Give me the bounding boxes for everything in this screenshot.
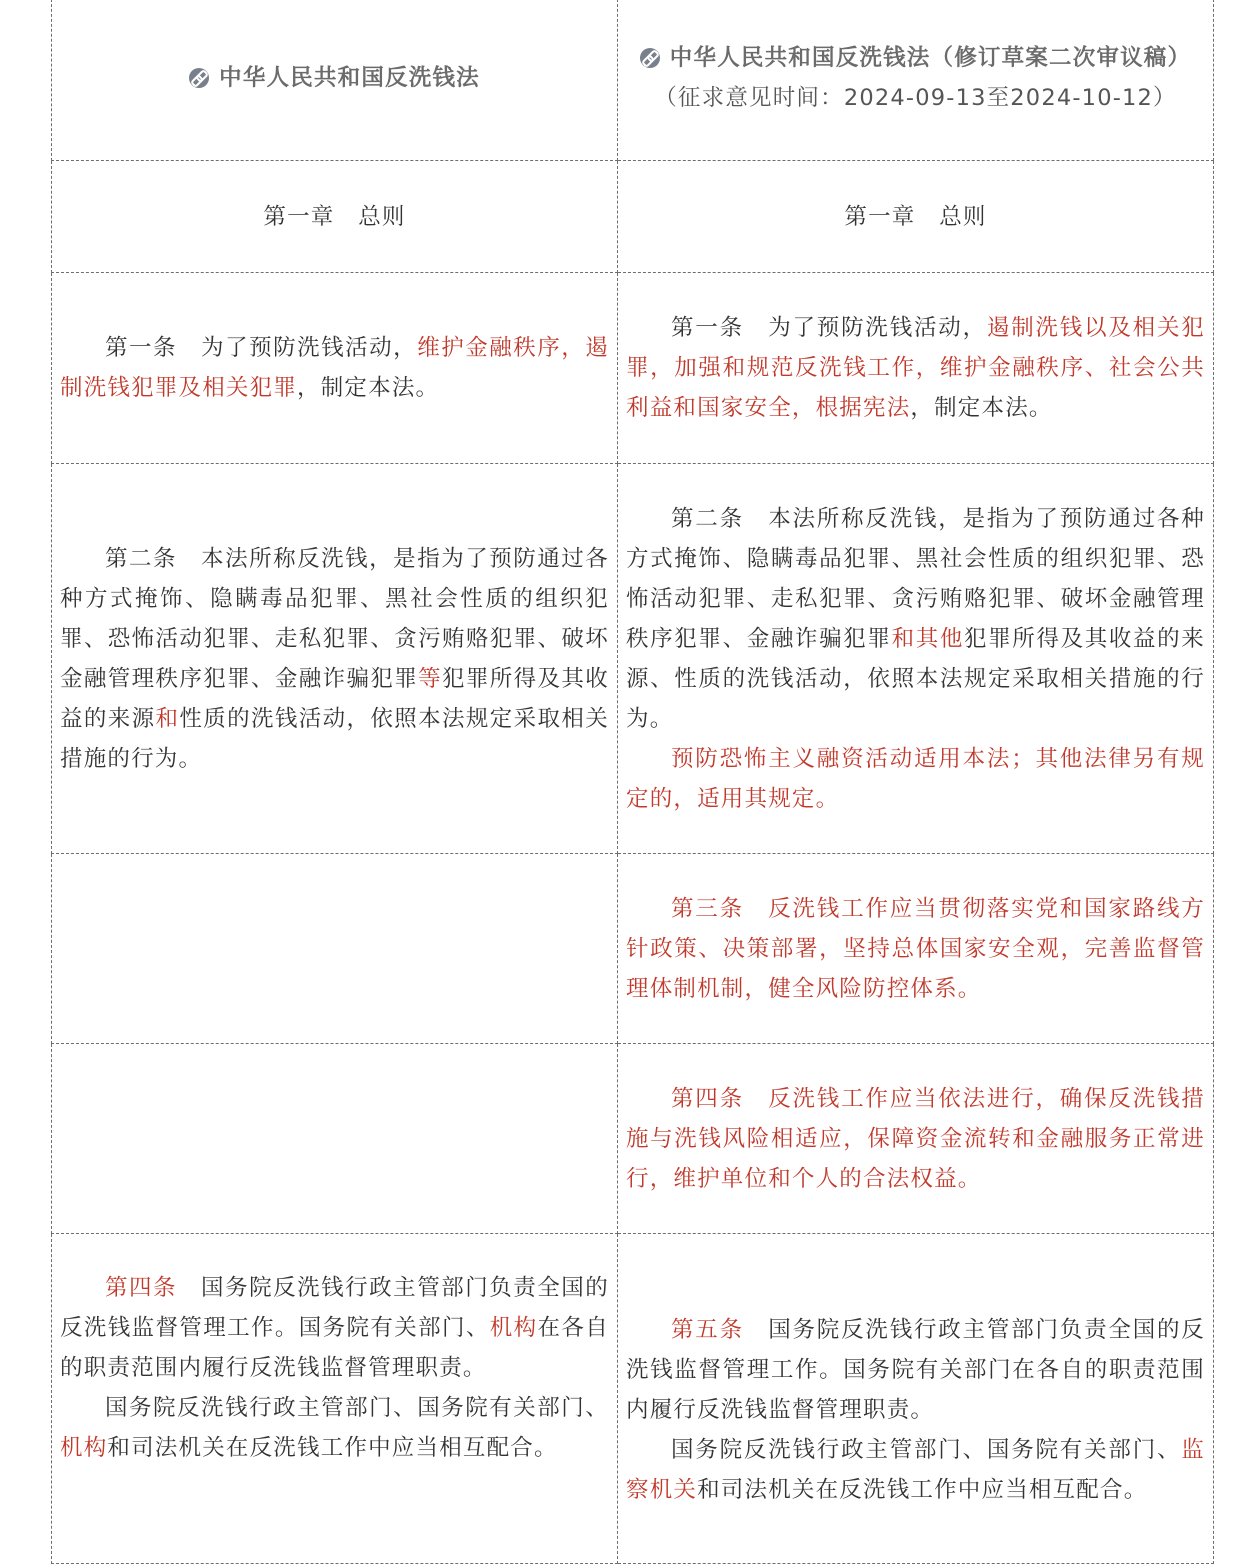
cell-right-art3 xyxy=(618,854,1214,1044)
article-text: 和司法机关在反洗钱工作中应当相互配合。 xyxy=(107,1435,558,1461)
paragraph xyxy=(626,1310,1205,1430)
article-text: 国务院反洗钱行政主管部门、国务院有关部门、 xyxy=(105,1395,609,1421)
link-icon[interactable] xyxy=(189,68,209,88)
changed-text: 第四条 xyxy=(671,1085,744,1112)
article-text: ，制定本法。 xyxy=(910,395,1053,421)
header-cell-left xyxy=(52,0,618,161)
comparison-table-wrapper xyxy=(51,0,1213,1564)
article-text: ，制定本法。 xyxy=(297,375,440,401)
paragraph xyxy=(626,1079,1205,1199)
article-text: 国务院反洗钱行政主管部门、国务院有关部门、 xyxy=(671,1437,1182,1463)
changed-text: 等 xyxy=(418,665,443,692)
chapter-right: 第一章 总则 xyxy=(618,161,1214,273)
cell-left-art5 xyxy=(52,1234,618,1564)
article-text: 犯罪所得及其收益的来源 xyxy=(60,665,610,732)
cell-left-empty xyxy=(52,1044,618,1234)
changed-text: 预防恐怖主义融资活动适用本法；其他法律另有规定的，适用其规定。 xyxy=(626,745,1205,812)
changed-text: 遏制洗钱以及相关犯罪，加强和规范反洗钱工作，维护金融秩序、社会公共利益和国家安全，根据宪法 xyxy=(626,315,1205,421)
cell-right-art2 xyxy=(618,464,1214,854)
cell-left-empty xyxy=(52,854,618,1044)
paragraph xyxy=(626,889,1205,1009)
paragraph xyxy=(626,308,1205,428)
changed-text: 第三条 xyxy=(671,895,744,922)
article-text: 为了预防洗钱活动， xyxy=(743,315,987,341)
article-row-2 xyxy=(52,464,1214,854)
changed-text: 维护金融秩序，遏制洗钱犯罪及相关犯罪 xyxy=(60,335,609,401)
article-text: 在各自的职责范围内履行反洗钱监督管理职责。 xyxy=(60,1315,609,1381)
paragraph xyxy=(626,1430,1205,1510)
article-text: 本法所称反洗钱，是指为了预防通过各种方式掩饰、隐瞒毒品犯罪、黑社会性质的组织犯罪、恐怖活动犯罪、走私犯罪、贪污贿赂犯罪、破坏金融管理秩序犯罪、金融诈骗犯罪 xyxy=(626,505,1205,652)
changed-text: 和 xyxy=(155,705,180,732)
cell-right-art4 xyxy=(618,1044,1214,1234)
changed-text: 监察机关 xyxy=(626,1437,1205,1503)
cell-right-art1 xyxy=(618,273,1214,464)
article-row-5 xyxy=(52,1234,1214,1564)
cell-right-art5 xyxy=(618,1234,1214,1564)
comment-period: （征求意见时间：2024-09-13至2024-10-12） xyxy=(654,84,1177,111)
paragraph xyxy=(626,499,1205,739)
changed-text: 第五条 xyxy=(671,1317,744,1343)
header-row xyxy=(52,0,1214,161)
chapter-left: 第一章 总则 xyxy=(52,161,618,273)
article-row-4 xyxy=(52,1044,1214,1234)
article-text: 犯罪所得及其收益的来源、性质的洗钱活动，依照本法规定采取相关措施的行为。 xyxy=(626,625,1205,732)
left-law-title[interactable]: 中华人民共和国反洗钱法 xyxy=(219,64,480,91)
changed-text: 第四条 xyxy=(105,1275,178,1301)
paragraph xyxy=(60,1388,609,1468)
article-text: 第一条 xyxy=(671,315,744,341)
paragraph xyxy=(60,328,609,408)
article-text: 第二条 xyxy=(105,545,178,572)
law-comparison-table xyxy=(51,0,1214,1564)
changed-text: 机构 xyxy=(60,1435,108,1461)
chapter-row xyxy=(52,161,1214,273)
article-row-1 xyxy=(52,273,1214,464)
paragraph xyxy=(60,1268,609,1388)
changed-text: 反洗钱工作应当贯彻落实党和国家路线方针政策、决策部署，坚持总体国家安全观，完善监督管理体制机制，健全风险防控体系。 xyxy=(626,895,1205,1002)
article-text: 本法所称反洗钱，是指为了预防通过各种方式掩饰、隐瞒毒品犯罪、黑社会性质的组织犯罪、恐怖活动犯罪、走私犯罪、贪污贿赂犯罪、破坏金融管理秩序犯罪、金融诈骗犯罪 xyxy=(60,545,609,692)
article-text: 国务院反洗钱行政主管部门负责全国的反洗钱监督管理工作。国务院有关部门、 xyxy=(60,1275,609,1341)
article-text: 第二条 xyxy=(671,505,744,532)
cell-left-art1 xyxy=(52,273,618,464)
article-text: 国务院反洗钱行政主管部门负责全国的反洗钱监督管理工作。国务院有关部门在各自的职责范围内履行反洗钱监督管理职责。 xyxy=(626,1317,1205,1423)
article-text: 性质的洗钱活动，依照本法规定采取相关措施的行为。 xyxy=(60,705,610,772)
changed-text: 机构 xyxy=(489,1315,538,1341)
paragraph xyxy=(60,539,609,779)
article-text: 第一条 xyxy=(105,335,178,361)
header-cell-right xyxy=(618,0,1214,161)
link-icon[interactable] xyxy=(640,48,660,68)
right-law-title[interactable]: 中华人民共和国反洗钱法（修订草案二次审议稿） xyxy=(669,44,1192,71)
article-text: 为了预防洗钱活动， xyxy=(177,335,418,361)
paragraph xyxy=(626,739,1205,819)
changed-text: 和其他 xyxy=(891,625,965,652)
article-row-3 xyxy=(52,854,1214,1044)
cell-left-art2 xyxy=(52,464,618,854)
changed-text: 反洗钱工作应当依法进行，确保反洗钱措施与洗钱风险相适应，保障资金流转和金融服务正常进行，维护单位和个人的合法权益。 xyxy=(626,1085,1205,1192)
article-text: 和司法机关在反洗钱工作中应当相互配合。 xyxy=(697,1477,1148,1503)
